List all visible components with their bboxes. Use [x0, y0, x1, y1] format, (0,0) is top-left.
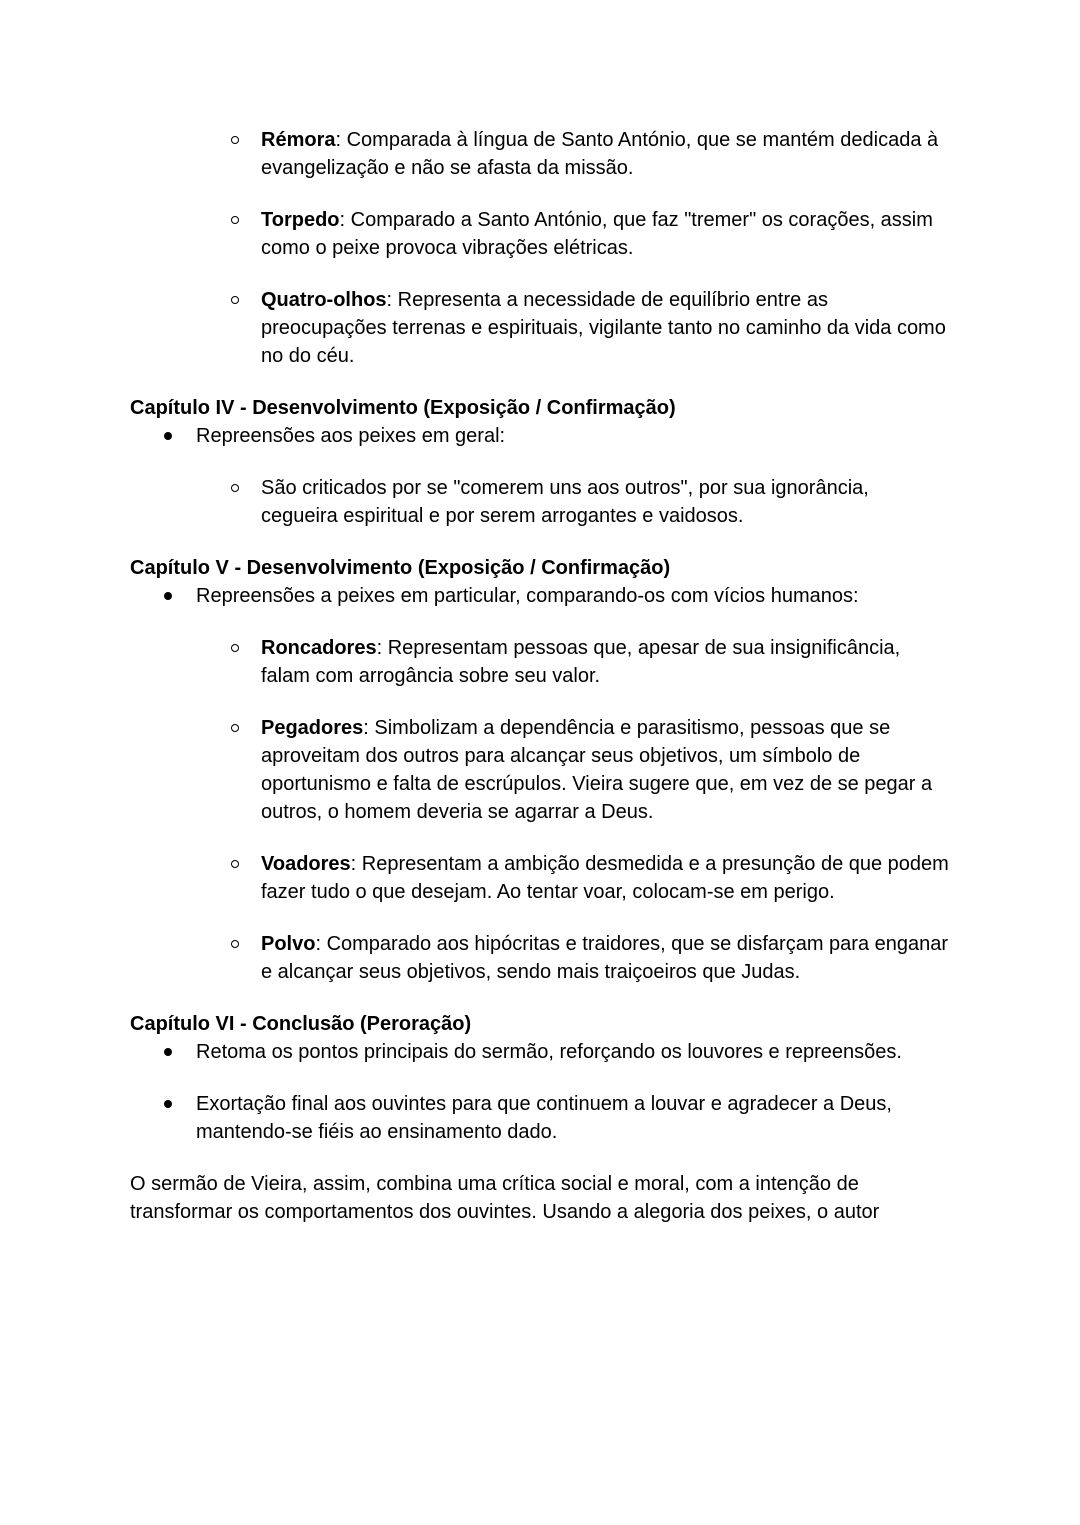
list-item-polvo	[130, 930, 951, 986]
section-heading-chapter6: Capítulo VI - Conclusão (Peroração)	[130, 1013, 472, 1035]
item-text	[261, 126, 951, 182]
item-text	[261, 206, 951, 262]
item-text	[261, 634, 951, 690]
disc-bullet-icon	[164, 1048, 172, 1056]
item-text: São criticados por se "comerem uns aos outros", por sua ignorância, cegueira espiritual e por serem arrogantes e vaidosos.	[261, 477, 869, 527]
item-text	[261, 850, 951, 906]
disc-bullet-icon	[164, 1100, 172, 1108]
list-item	[130, 1090, 951, 1146]
item-text	[261, 714, 951, 826]
circle-bullet-icon	[231, 484, 239, 492]
item-body-text: : Representa a necessidade de equilíbrio entre as preocupações terrenas e espirituais, vigilante tanto no caminho da vida como no do céu.	[261, 289, 946, 367]
list-item-roncadores	[130, 634, 951, 690]
disc-bullet-icon	[164, 592, 172, 600]
list-item	[130, 422, 951, 450]
item-body-text: : Representam a ambição desmedida e a presunção de que podem fazer tudo o que desejam. Ao tentar voar, colocam-se em perigo.	[261, 853, 949, 903]
item-text: Repreensões aos peixes em geral:	[196, 425, 506, 447]
term-label: Pegadores	[261, 717, 364, 739]
document-content	[130, 126, 951, 1226]
list-item-pegadores	[130, 714, 951, 826]
closing-paragraph: O sermão de Vieira, assim, combina uma crítica social e moral, com a intenção de transformar os comportamentos dos ouvintes. Usando a alegoria dos peixes, o autor	[130, 1173, 880, 1223]
item-text: Retoma os pontos principais do sermão, reforçando os louvores e repreensões.	[196, 1041, 902, 1063]
term-label: Torpedo	[261, 209, 340, 231]
item-body-text: : Comparada à língua de Santo António, que se mantém dedicada à evangelização e não se afasta da missão.	[261, 129, 939, 179]
list-item-remora	[130, 126, 951, 182]
list-item	[130, 474, 951, 530]
term-label: Roncadores	[261, 637, 377, 659]
section-heading-chapter5: Capítulo V - Desenvolvimento (Exposição / Confirmação)	[130, 557, 671, 579]
circle-bullet-icon	[231, 136, 239, 144]
list-item-voadores	[130, 850, 951, 906]
item-body-text: : Comparado aos hipócritas e traidores, que se disfarçam para enganar e alcançar seus objetivos, sendo mais traiçoeiros que Judas.	[261, 933, 949, 983]
item-body-text: : Simbolizam a dependência e parasitismo, pessoas que se aproveitam dos outros para alcançar seus objetivos, um símbolo de oportunismo e falta de escrúpulos. Vieira sugere que, em vez de se pegar a outros, o homem deveria se agarrar a Deus.	[261, 717, 933, 823]
item-text	[261, 286, 951, 370]
item-text: Repreensões a peixes em particular, comparando-os com vícios humanos:	[196, 585, 859, 607]
item-text	[261, 930, 951, 986]
circle-bullet-icon	[231, 860, 239, 868]
circle-bullet-icon	[231, 296, 239, 304]
term-label: Quatro-olhos	[261, 289, 387, 311]
section-heading-chapter4: Capítulo IV - Desenvolvimento (Exposição / Confirmação)	[130, 397, 676, 419]
list-item	[130, 582, 951, 610]
term-label: Polvo	[261, 933, 316, 955]
term-label: Rémora	[261, 129, 336, 151]
list-item-quatro-olhos	[130, 286, 951, 370]
term-label: Voadores	[261, 853, 351, 875]
disc-bullet-icon	[164, 432, 172, 440]
list-item	[130, 1038, 951, 1066]
item-body-text: : Representam pessoas que, apesar de sua insignificância, falam com arrogância sobre seu valor.	[261, 637, 901, 687]
circle-bullet-icon	[231, 644, 239, 652]
circle-bullet-icon	[231, 724, 239, 732]
circle-bullet-icon	[231, 940, 239, 948]
circle-bullet-icon	[231, 216, 239, 224]
item-text: Exortação final aos ouvintes para que continuem a louvar e agradecer a Deus, mantendo-se fiéis ao ensinamento dado.	[196, 1093, 892, 1143]
item-body-text: : Comparado a Santo António, que faz "tremer" os corações, assim como o peixe provoca vibrações elétricas.	[261, 209, 933, 259]
list-item-torpedo	[130, 206, 951, 262]
